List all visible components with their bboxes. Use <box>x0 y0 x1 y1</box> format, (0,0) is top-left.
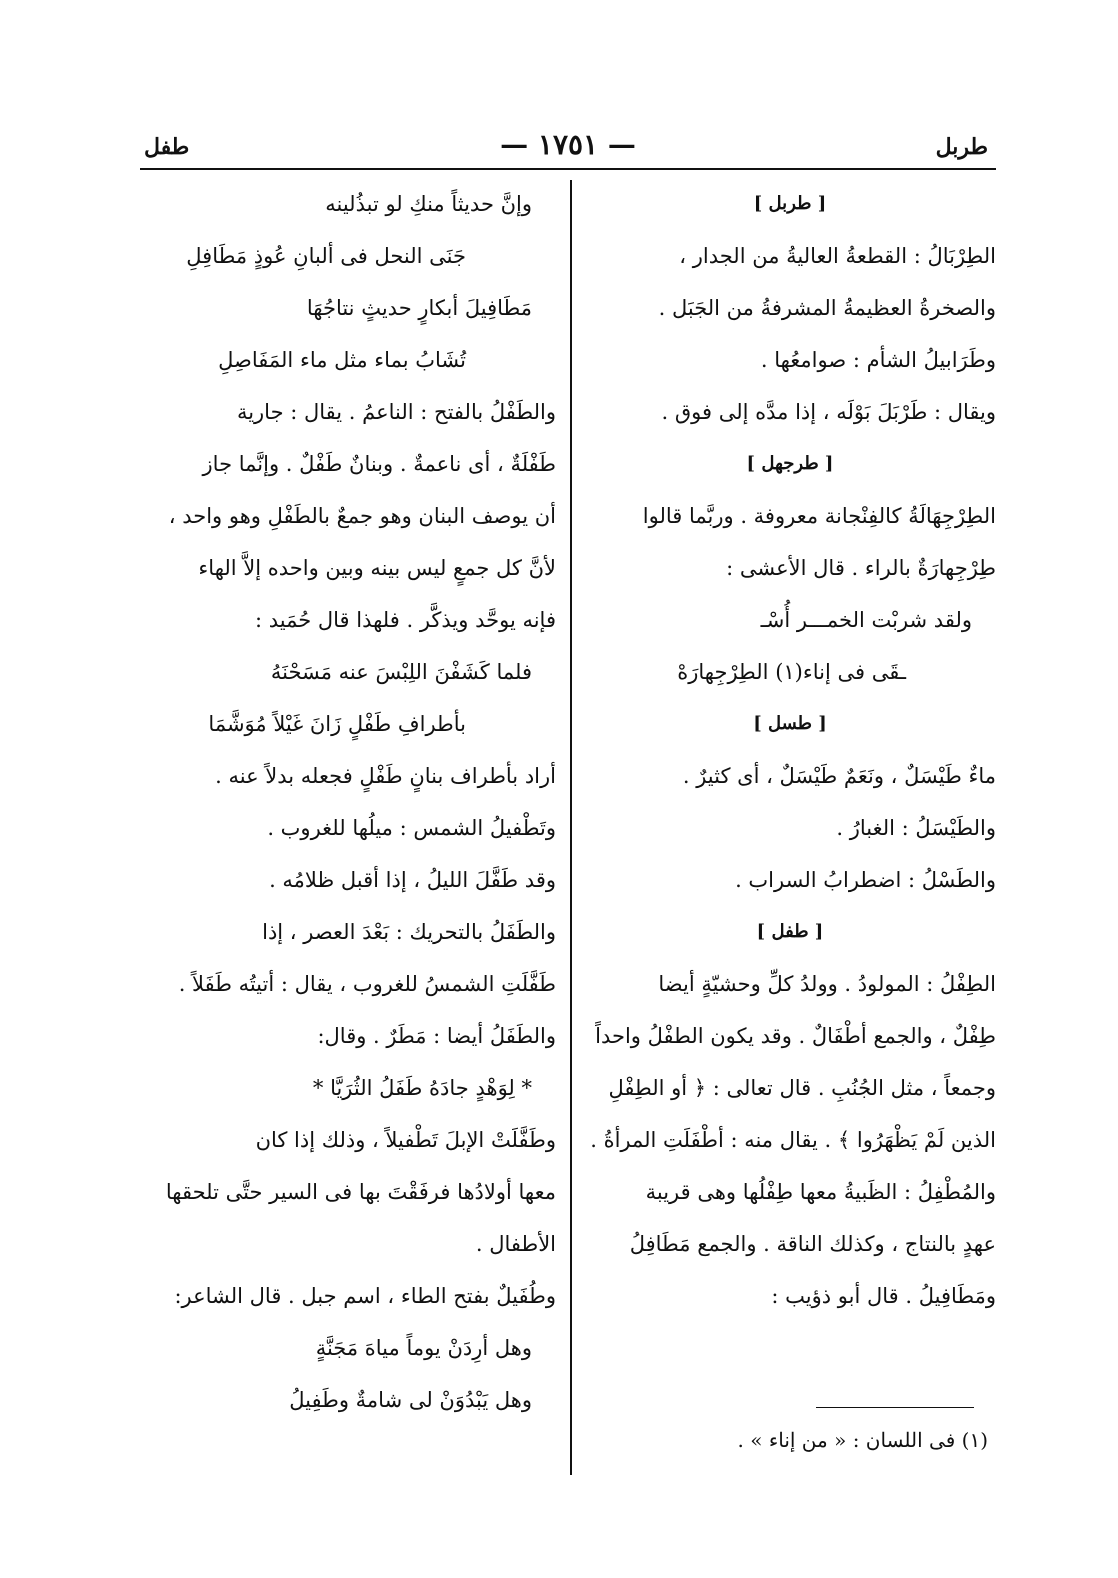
footnote-rule <box>816 1407 974 1408</box>
text-line: معها أولادُها فرفَقْتَ بها فى السير حتَّى تلحقها <box>165 1180 556 1204</box>
text-line: والطَفَلُ بالتحريك : بَعْدَ العصر ، إذا <box>262 920 556 944</box>
text-line: طَفَّلَتِ الشمسُ للغروب ، يقال : أتيتُه طَفَلاً . <box>178 972 556 996</box>
text-line: أراد بأطراف بنانٍ طَفْلٍ فجعله بدلاً عنه . <box>215 764 556 788</box>
verse-line: ولقد شربْت الخمـــر أُسْـ <box>760 608 972 632</box>
header-left-headword: طفل <box>144 134 190 160</box>
text-line: وجمعاً ، مثل الجُنُبِ . قال تعالى : ﴿ أو الطِفْلِ <box>608 1076 996 1100</box>
text-line: أن يوصف البنان وهو جمعٌ بالطَفْلِ وهو واحد ، <box>168 504 556 528</box>
text-line: والطَسْلُ : اضطرابُ السراب . <box>735 868 996 892</box>
verse-line: بأطرافِ طَفْلٍ زَانَ غَيْلاً مُوَشَّمَا <box>208 712 466 736</box>
text-line: ماءٌ طَيْسَلٌ ، ونَعَمٌ طَيْسَلٌ ، أى كثيرٌ . <box>682 764 996 788</box>
text-line: والمُطْفِلُ : الظَبيةُ معها طِفْلُها وهى قريبة <box>645 1180 996 1204</box>
text-line: ومَطَافِيلُ . قال أبو ذؤيب : <box>771 1284 996 1308</box>
text-line: طِفْلٌ ، والجمع أطْفَالٌ . وقد يكون الطفْلُ واحداً <box>595 1024 996 1048</box>
column-divider <box>570 180 572 1475</box>
text-line: وطُفَيلٌ بفتح الطاء ، اسم جبل . قال الشاعر: <box>174 1284 556 1308</box>
text-line: لأنَّ كل جمعٍ ليس بينه وبين واحده إلاَّ الهاء <box>198 556 556 580</box>
verse-line: فلما كَشَفْنَ اللِبْسَ عنه مَسَحْنَهُ <box>270 660 532 684</box>
text-line: ويقال : طَرْبَلَ بَوْلَه ، إذا مدَّه إلى فوق . <box>661 400 996 424</box>
text-line: وتَطْفيلُ الشمس : ميلُها للغروب . <box>267 816 556 840</box>
verse-line: تُشَابُ بماء مثل ماء المَفَاصِلِ <box>218 348 466 372</box>
entry-heading-tarbal: [ طربل ] <box>753 193 827 214</box>
header-rule <box>140 168 996 170</box>
text-line: وطَرَابيلُ الشأم : صوامعُها . <box>760 348 996 372</box>
text-line: طَفْلَةٌ ، أى ناعمةٌ . وبنانٌ طَفْلٌ . وإنَّما جاز <box>202 452 556 476</box>
text-line: الذين لَمْ يَظْهَرُوا ﴾ . يقال منه : أطْفَلَتِ المرأةُ . <box>590 1128 996 1152</box>
text-line: الطِرْجِهَالَةُ كالفِنْجانة معروفة . وربَّما قالوا <box>642 504 996 528</box>
text-line: الأطفال . <box>475 1232 556 1256</box>
footnote: (١) فى اللسان : « من إناء » . <box>737 1428 988 1452</box>
header-right-headword: طربل <box>935 134 988 160</box>
verse-line: مَطَافِيلَ أبكارٍ حديثٍ نتاجُهَا <box>306 296 532 320</box>
entry-heading-tifl: [ طفل ] <box>756 921 824 942</box>
text-line: طِرْجِهارَةٌ بالراء . قال الأعشى : <box>726 556 996 580</box>
page-number: — ١٧٥١ — <box>500 128 636 161</box>
text-line: والطَفْلُ بالفتح : الناعمُ . يقال : جارية <box>236 400 556 424</box>
text-line: فإنه يوحَّد ويذكَّر . فلهذا قال حُمَيد : <box>254 608 556 632</box>
text-line: الطِرْبَالُ : القطعةُ العاليةُ من الجدار ، <box>679 244 996 268</box>
right-column <box>584 178 996 1322</box>
text-line: والصخرةُ العظيمةُ المشرفةُ من الجَبَل . <box>658 296 996 320</box>
verse-line: وهل يَبْدُوَنْ لى شامةٌ وطَفِيلُ <box>289 1388 532 1412</box>
text-line: الطِفْلُ : المولودُ . وولدُ كلِّ وحشيّةٍ أيضا <box>658 972 996 996</box>
page-header <box>140 126 996 170</box>
text-line: وطَفَّلَتْ الإبلَ تَطْفيلاً ، وذلك إذا كان <box>255 1128 556 1152</box>
text-line: والطَفَلُ أيضا : مَطَرٌ . وقال: <box>317 1024 556 1048</box>
verse-line: ـقَى فى إناء(١) الطِرْجِهارَهْ <box>677 660 906 684</box>
left-column <box>142 178 556 1426</box>
entry-heading-tarjahal: [ طرجهل ] <box>746 453 834 474</box>
verse-line: * لِوَهْدٍ جادَهُ طَفَلُ الثُرَيَّا * <box>312 1076 532 1100</box>
text-line: والطَيْسَلُ : الغبارُ . <box>836 816 996 840</box>
verse-line: وهل أرِدَنْ يوماً مياهَ مَجَنَّةٍ <box>315 1336 532 1360</box>
verse-line: جَنَى النحل فى ألبانِ عُوذٍ مَطَافِلِ <box>186 244 466 268</box>
text-line: عهدٍ بالنتاج ، وكذلك الناقة . والجمع مَطَافِلُ <box>629 1232 996 1256</box>
text-line: وقد طَفَّلَ الليلُ ، إذا أقبل ظلامُه . <box>269 868 556 892</box>
entry-heading-tasal: [ طسل ] <box>753 713 827 734</box>
verse-line: وإنَّ حديثاً منكِ لو تبذُلينه <box>325 192 532 216</box>
